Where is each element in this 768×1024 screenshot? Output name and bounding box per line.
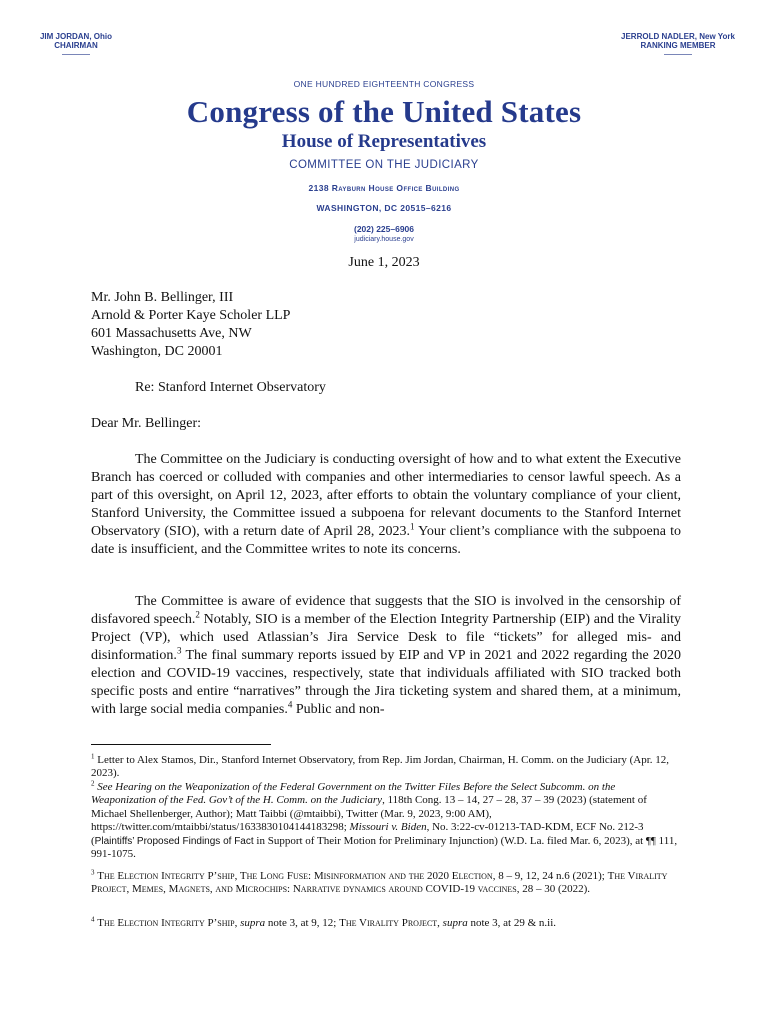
phone-number: (202) 225–6906 — [353, 224, 415, 234]
house-title: House of Representatives — [281, 131, 487, 152]
footnote-report-title: The Election Integrity P’ship — [97, 917, 235, 929]
footnote-citation-italic: See Hearing on the Weaponization of the Federal Government on the Twitter Files Before the Select Subcomm. on the Weaponization of the Fed. Gov’t of the H. Comm. on the Judiciary — [91, 781, 616, 807]
congress-title: Congress of the United States — [186, 94, 582, 129]
recipient-firm: Arnold & Porter Kaye Scholer LLP — [91, 308, 291, 323]
footnote-report-title: The Virality Project, Memes, Magnets, and Microchips: Narrative dynamics around COVID-19 vaccines — [91, 870, 668, 896]
paragraph-text: Public and non- — [292, 702, 385, 717]
footnote-text: , — [437, 917, 443, 929]
footnote-number: 2 — [91, 779, 95, 788]
address-building: 2138 Rayburn House Office Building — [308, 183, 460, 193]
chairman-block — [30, 32, 122, 55]
footnote-ref: 1 — [410, 521, 415, 532]
address-city: WASHINGTON, DC 20515–6216 — [316, 203, 452, 213]
footnote-4 — [91, 917, 681, 930]
chairman-title: CHAIRMAN — [54, 41, 98, 50]
footnote-report-title: The Virality Project — [339, 917, 438, 929]
footnote-text: note 3, at 29 & n.ii. — [467, 917, 557, 929]
paragraph-text: Notably, SIO is a member of the Election Integrity Partnership (EIP) and the Virality Project (VP), which used Atlassian’s Jira Service Desk to file “tickets” for alleged mis- and disinformation. — [91, 612, 681, 663]
recipient-city: Washington, DC 20001 — [91, 344, 223, 359]
footnote-number: 4 — [91, 915, 95, 924]
salutation: Dear Mr. Bellinger: — [91, 416, 202, 431]
paragraph-text: The Committee on the Judiciary is conducting oversight of how and to what extent the Executive Branch has coerced or colluded with companies and other intermediaries to censor lawful speech. As a part of this oversight, on April 12, 2023, after efforts to obtain the voluntary compliance of your client, Stanford University, the Committee issued a subpoena for relevant documents to the Stanford Internet Observatory (SIO), with a return date of April 28, 2023. — [91, 452, 681, 539]
congress-number: ONE HUNDRED EIGHTEENTH CONGRESS — [293, 79, 475, 89]
footnote-supra: supra — [240, 917, 266, 929]
footnote-ref: 4 — [287, 699, 293, 710]
ranking-member-title: RANKING MEMBER — [640, 41, 716, 50]
footnote-1 — [91, 754, 681, 781]
paragraph-text: The Committee is aware of evidence that suggests that the SIO is involved in the censorship of disfavored speech. — [91, 594, 681, 627]
ranking-member-name: JERROLD NADLER, New York — [621, 32, 735, 41]
chairman-rule — [62, 54, 90, 55]
footnote-text: , — [234, 917, 241, 929]
footnote-case-name: Missouri v. Biden — [349, 821, 427, 834]
footnote-text: note 3, at 9, 12; — [265, 917, 340, 929]
footnote-separator — [91, 744, 271, 745]
footnote-2 — [91, 781, 681, 861]
paragraph-text: Your client’s compliance with the subpoena to date is insufficient, and the Committee writes to note its concerns. — [91, 524, 681, 557]
ranking-member-rule — [664, 54, 692, 55]
chairman-name: JIM JORDAN, Ohio — [39, 32, 112, 41]
footnote-supra: supra — [442, 917, 468, 929]
footnote-filing-title: Plaintiffs’ Proposed Findings of Fact — [94, 835, 254, 847]
committee-name: COMMITTEE ON THE JUDICIARY — [289, 159, 479, 171]
body-paragraph-2 — [91, 593, 681, 719]
footnote-text: , 118th Cong. 13 – 14, 27 – 28, 37 – 39 (2023) (statement of Michael Shellenberger, Author); Matt Taibbi (@mtaibbi), Twitter (Mar. 9, 2023, 9:00 AM), https://twitter.com/mtaibbi/status/1633830104144183298; — [91, 794, 647, 834]
footnote-text: Letter to Alex Stamos, Dir., Stanford Internet Observatory, from Rep. Jim Jordan, Chairman, H. Comm. on the Judiciary (Apr. 12, 2023). — [91, 754, 670, 780]
ranking-member-block — [616, 32, 740, 55]
letter-date: June 1, 2023 — [348, 255, 420, 270]
recipient-address — [91, 289, 290, 361]
paragraph-text: The final summary reports issued by EIP and VP in 2021 and 2022 regarding the 2020 election and COVID-19 vaccines, respectively, state that individuals affiliated with SIO tracked both specific posts and entire “narratives” through the Jira ticketing system and shared them, at a minimum, with large social media companies. — [91, 648, 681, 717]
footnote-text: , 8 – 9, 12, 24 n.6 (2021); — [492, 870, 608, 882]
footnote-ref: 3 — [176, 645, 182, 656]
footnote-ref: 2 — [195, 609, 200, 620]
body-paragraph-1 — [91, 451, 681, 559]
footnote-report-title: The Election Integrity P’ship, The Long Fuse: Misinformation and the 2020 Election — [97, 870, 493, 882]
footnote-text: in Support of Their Motion for Preliminary Injunction) (W.D. La. filed Mar. 6, 2023), at ¶¶ 111, 991-1075. — [91, 834, 678, 861]
footnote-text: , 28 – 30 (2022). — [516, 883, 591, 896]
footnote-3 — [91, 870, 681, 897]
footnote-text: , No. 3:22-cv-01213-TAD-KDM, ECF No. 212-3 ( — [91, 821, 644, 847]
footnote-number: 3 — [91, 868, 95, 877]
recipient-name: Mr. John B. Bellinger, III — [91, 290, 234, 305]
subject-line: Re: Stanford Internet Observatory — [135, 380, 326, 395]
recipient-street: 601 Massachusetts Ave, NW — [91, 326, 252, 341]
website: judiciary.house.gov — [354, 236, 414, 243]
footnote-number: 1 — [91, 752, 95, 761]
